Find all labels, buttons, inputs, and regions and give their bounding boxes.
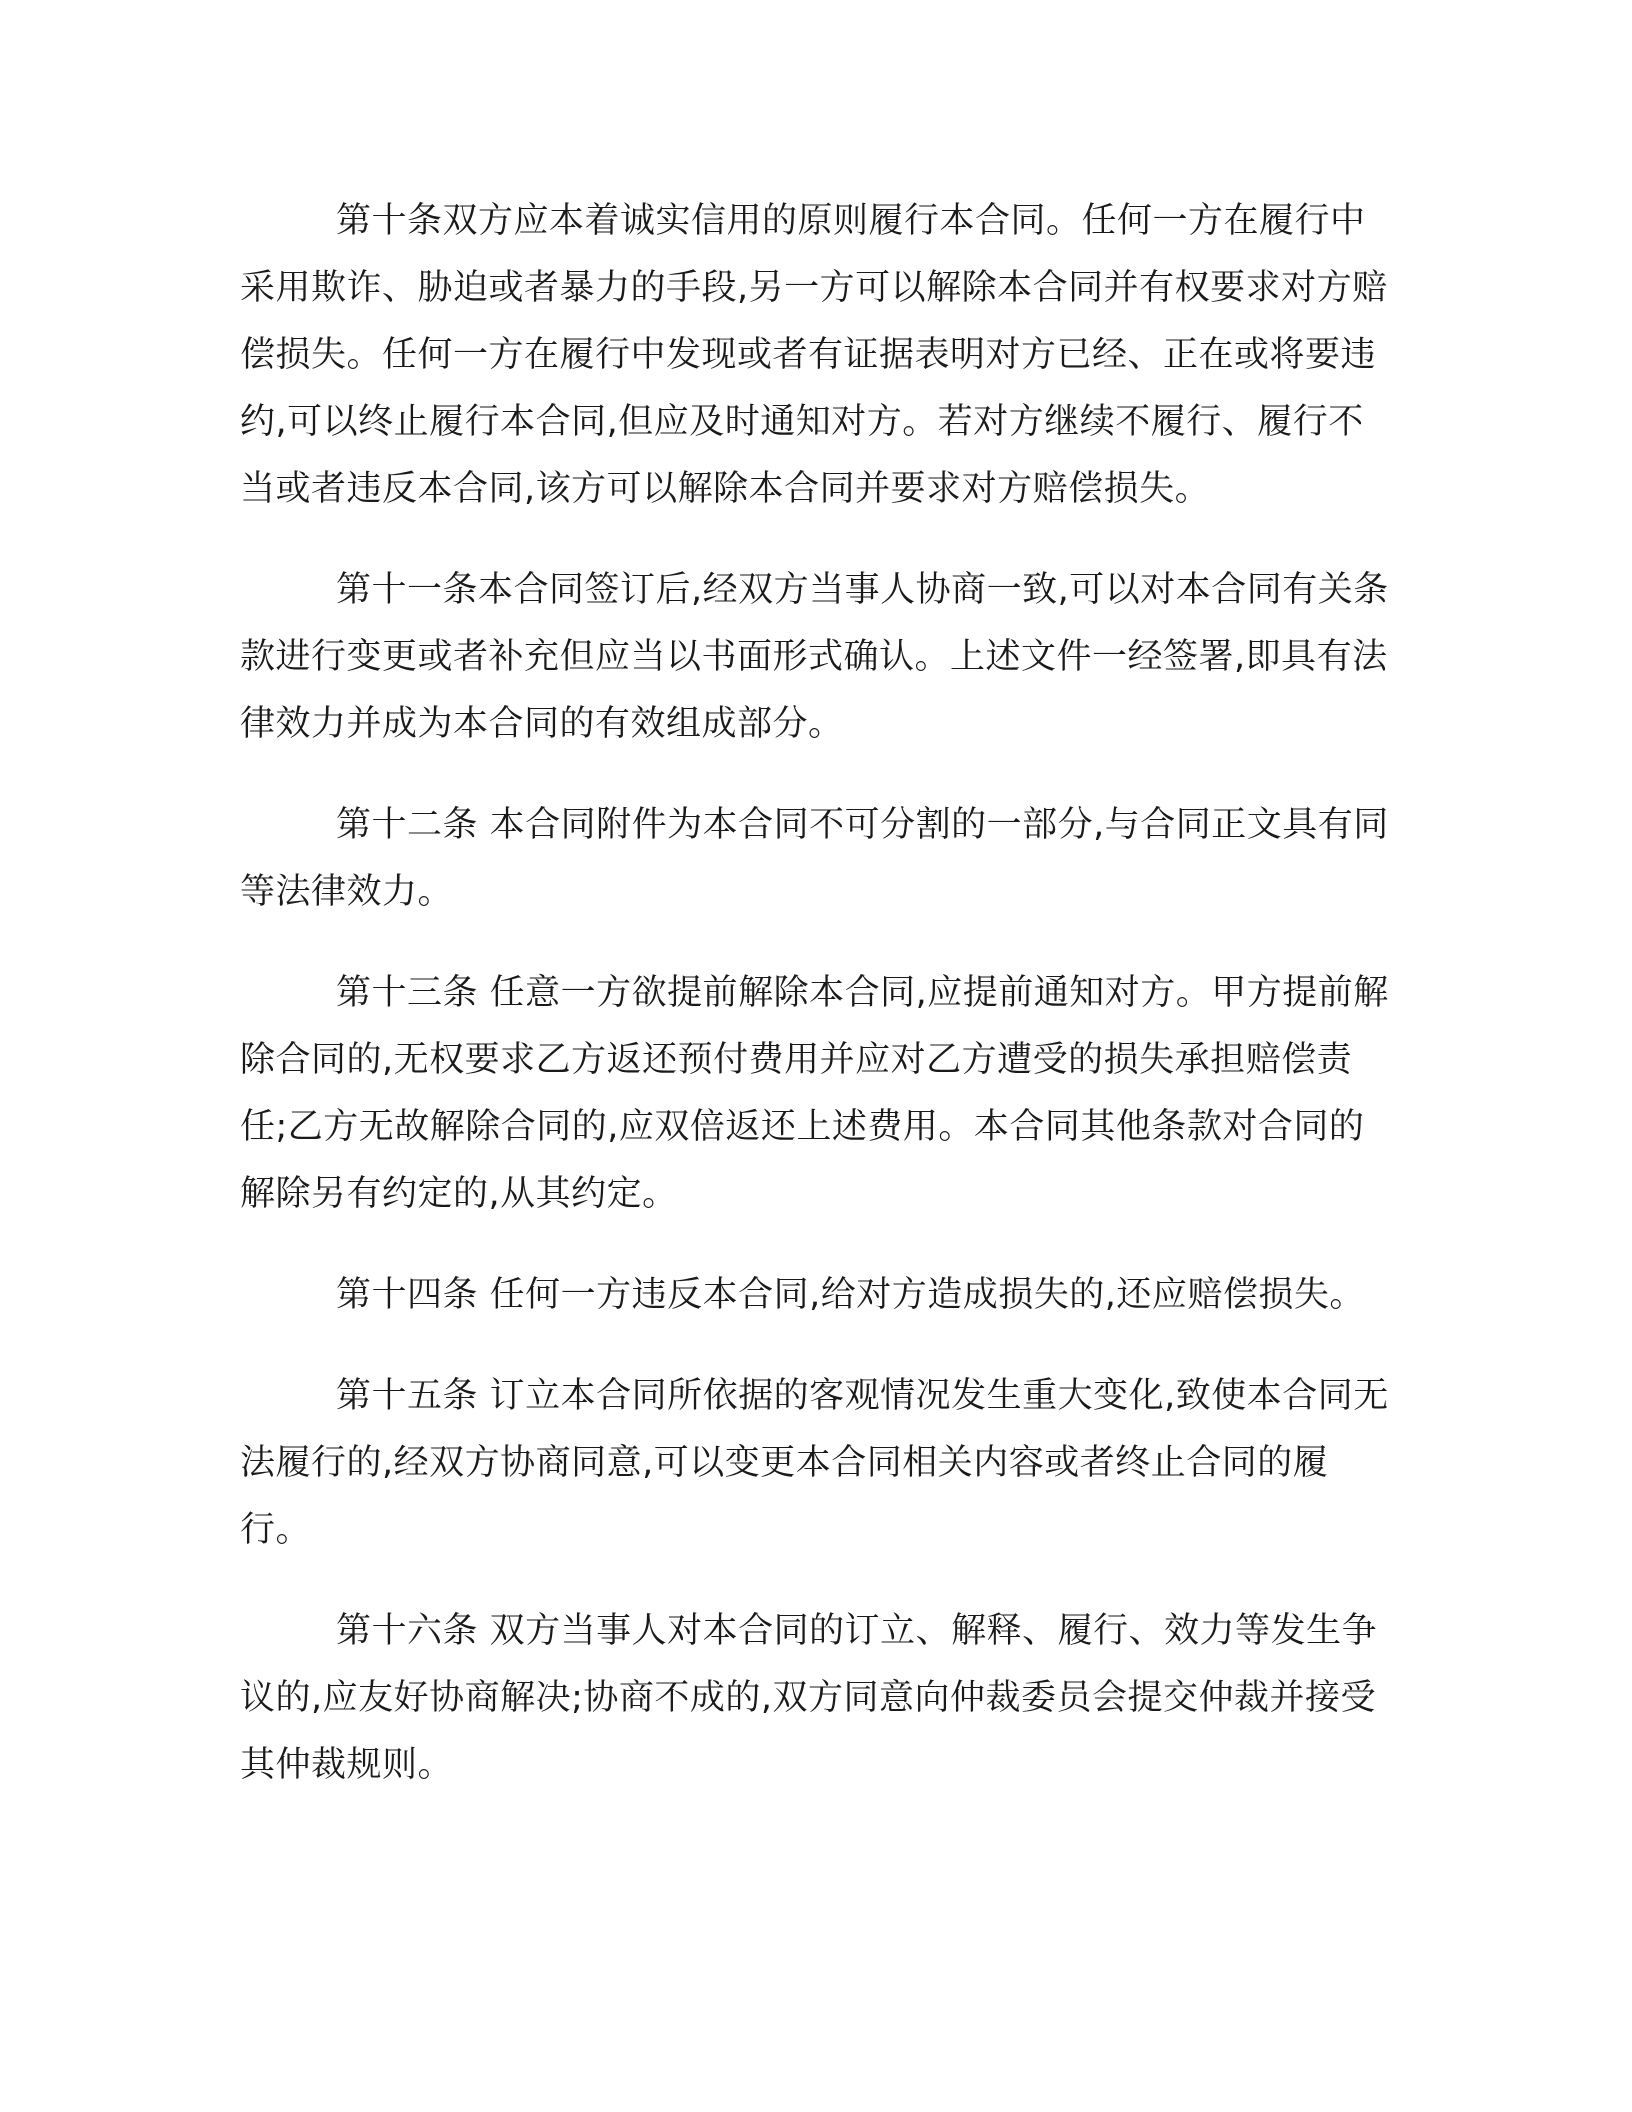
clause-14: 第十四条 任何一方违反本合同,给对方造成损失的,还应赔偿损失。	[336, 1275, 1365, 1315]
clause-15: 第十五条 订立本合同所依据的客观情况发生重大变化,致使本合同无法履行的,经双方协商同意,可以变更本合同相关内容或者终止合同的履行。	[240, 1376, 1389, 1550]
clause-12: 第十二条 本合同附件为本合同不可分割的一部分,与合同正文具有同等法律效力。	[240, 805, 1389, 912]
clause-16: 第十六条 双方当事人对本合同的订立、解释、履行、效力等发生争议的,应友好协商解决;协商不成的,双方同意向仲裁委员会提交仲裁并接受其仲裁规则。	[240, 1611, 1378, 1785]
clause-13: 第十三条 任意一方欲提前解除本合同,应提前通知对方。甲方提前解除合同的,无权要求乙方返还预付费用并应对乙方遭受的损失承担赔偿责任;乙方无故解除合同的,应双倍返还上述费用。本合同其他条款对合同的解除另有约定的,从其约定。	[240, 973, 1389, 1214]
clause-10: 第十条双方应本着诚实信用的原则履行本合同。任何一方在履行中采用欺诈、胁迫或者暴力的手段,另一方可以解除本合同并有权要求对方赔偿损失。任何一方在履行中发现或者有证据表明对方已经、正在或将要违约,可以终止履行本合同,但应及时通知对方。若对方继续不履行、履行不当或者违反本合同,该方可以解除本合同并要求对方赔偿损失。	[240, 201, 1388, 509]
contract-body	[240, 188, 1390, 1833]
clause-11: 第十一条本合同签订后,经双方当事人协商一致,可以对本合同有关条款进行变更或者补充但应当以书面形式确认。上述文件一经签署,即具有法律效力并成为本合同的有效组成部分。	[240, 570, 1389, 744]
